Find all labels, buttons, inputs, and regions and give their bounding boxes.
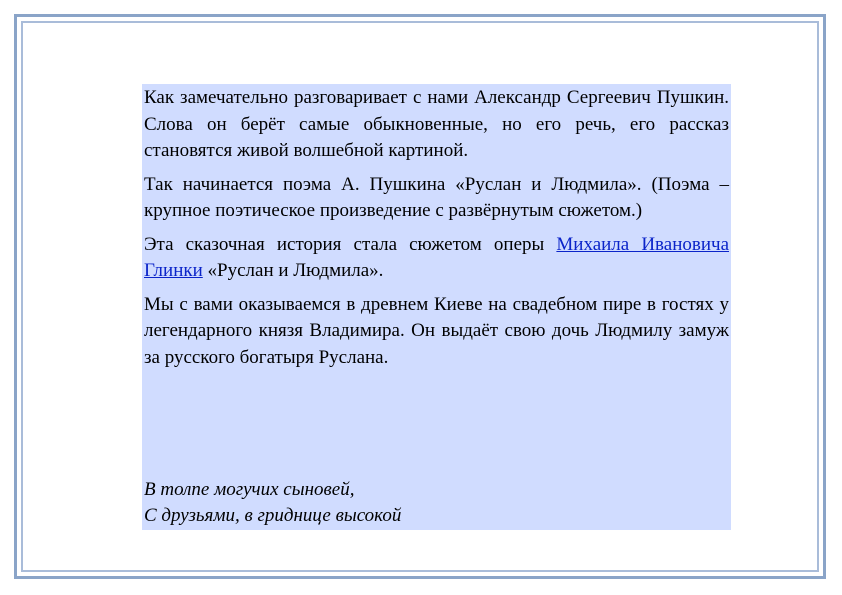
verse-line-1: В толпе могучих сыновей, (144, 479, 355, 500)
opera-text-after: «Руслан и Людмила». (202, 260, 384, 281)
verse-line-2: С друзьями, в гриднице высокой (144, 505, 402, 526)
opera-text-before: Эта сказочная история стала сюжетом оперы (144, 233, 557, 255)
glinka-link[interactable]: Михаила Ивановича Глинки (144, 233, 730, 281)
paragraph-opera (144, 232, 729, 285)
paragraph-poem-start: Так начинается поэма А. Пушкина «Руслан и Людмила». (Поэма – крупное поэтическое произведение с развёрнутым сюжетом.) (144, 173, 729, 221)
verse-excerpt (144, 477, 729, 529)
text-block (142, 84, 731, 530)
paragraph-pushkin-intro: Как замечательно разговаривает с нами Александр Сергеевич Пушкин. Слова он берёт самые обыкновенные, но его речь, его рассказ становятся живой волшебной картиной. (144, 87, 729, 161)
paragraph-kiev: Мы с вами оказываемся в древнем Киеве на свадебном пире в гостях у легендарного князя Владимира. Он выдаёт свою дочь Людмилу замуж за русского богатыря Руслана. (144, 293, 729, 368)
